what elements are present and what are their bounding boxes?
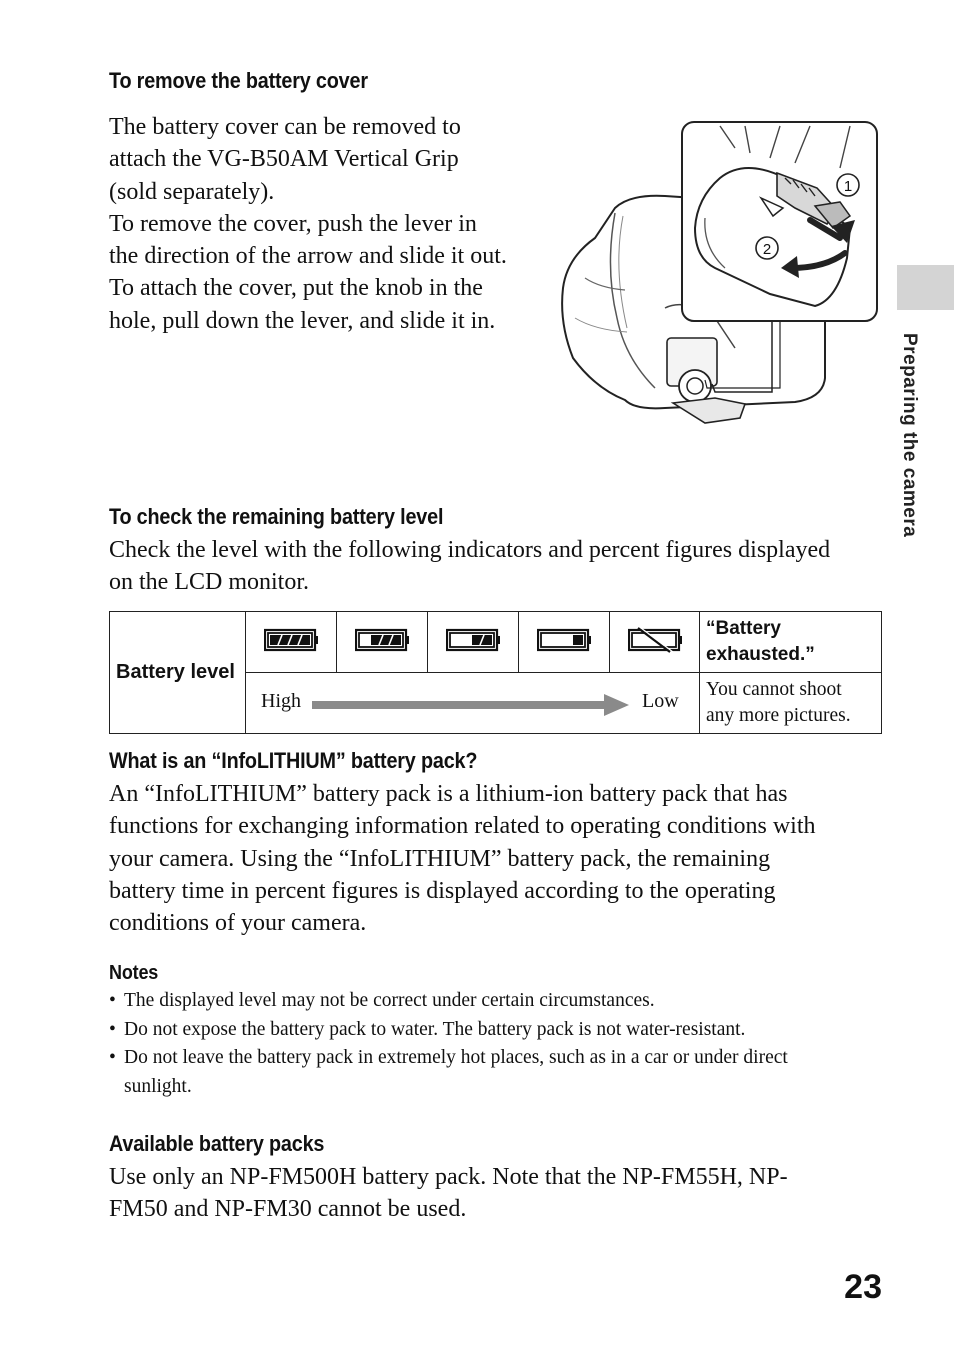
battery-low-icon [537, 627, 591, 653]
battery-level-cell [610, 612, 700, 673]
note-text: Do not expose the battery pack to water. The battery pack is not water-resistant. [124, 1018, 746, 1040]
check-level-heading: To check the remaining battery level [109, 504, 444, 529]
remove-cover-text [109, 111, 549, 337]
text-line: the direction of the arrow and slide it out. [109, 243, 507, 270]
note-item [109, 1044, 884, 1101]
notes-heading: Notes [109, 962, 159, 984]
battery-level-cell [428, 612, 519, 673]
note-line: any more pictures. [706, 705, 851, 726]
battery-full-icon [264, 627, 318, 653]
battery-exhausted-icon [628, 627, 682, 653]
battery-exhausted-label [700, 612, 882, 673]
note-text: The displayed level may not be correct under certain circumstances. [124, 990, 655, 1011]
page-number: 23 [844, 1268, 882, 1306]
chapter-tab-marker [897, 265, 954, 310]
text-line: (sold separately). [109, 178, 275, 205]
note-line: You cannot shoot [706, 679, 842, 700]
text-line: An “InfoLITHIUM” battery pack is a lithium-ion battery pack that has [109, 781, 788, 807]
text-line: functions for exchanging information related to operating conditions with [109, 813, 816, 840]
note-item [109, 1016, 884, 1045]
note-text: sunlight. [124, 1075, 192, 1097]
notes-list [109, 987, 884, 1101]
note-item [109, 987, 884, 1016]
high-low-scale [246, 673, 700, 734]
battery-level-cell [246, 612, 337, 673]
check-level-text [109, 534, 889, 599]
camera-battery-cover-illustration [555, 118, 885, 438]
high-to-low-arrow-icon [312, 694, 629, 716]
battery-level-cell [519, 612, 610, 673]
text-line: on the LCD monitor. [109, 569, 309, 596]
text-line: To remove the cover, push the lever in [109, 210, 477, 237]
text-line: The battery cover can be removed to [109, 114, 461, 140]
battery-level-label: Battery level [110, 612, 246, 734]
label-line: “Battery [706, 618, 781, 639]
note-text: • Do not leave the battery pack in extremely hot places, such as in a car or under direct [124, 1047, 788, 1068]
infolithium-text [109, 778, 889, 939]
chapter-side-label: Preparing the camera [899, 333, 920, 538]
step-1-label: 1 [843, 178, 853, 195]
step-2-label: 2 [762, 241, 772, 258]
text-line: Check the level with the following indicators and percent figures displayed [109, 537, 831, 563]
text-line: your camera. Using the “InfoLITHIUM” battery pack, the remaining [109, 845, 771, 872]
remove-cover-heading: To remove the battery cover [109, 68, 368, 93]
text-line: attach the VG-B50AM Vertical Grip [109, 146, 459, 173]
available-packs-heading: Available battery packs [109, 1131, 325, 1156]
text-line: FM50 and NP-FM30 cannot be used. [109, 1196, 467, 1223]
low-label: Low [642, 690, 679, 712]
infolithium-heading: What is an “InfoLITHIUM” battery pack? [109, 748, 478, 773]
label-line: exhausted.” [706, 644, 815, 665]
text-line: Use only an NP-FM500H battery pack. Note that the NP-FM55H, NP- [109, 1164, 788, 1190]
high-label: High [261, 690, 301, 712]
text-line: battery time in percent figures is displayed according to the operating [109, 877, 776, 904]
battery-exhausted-note [700, 673, 882, 734]
available-packs-text [109, 1161, 889, 1226]
battery-level-table [109, 611, 882, 734]
battery-three-quarter-icon [355, 627, 409, 653]
text-line: hole, pull down the lever, and slide it in. [109, 307, 496, 334]
text-line: conditions of your camera. [109, 910, 367, 937]
battery-half-icon [446, 627, 500, 653]
text-line: To attach the cover, put the knob in the [109, 275, 483, 302]
battery-level-cell [337, 612, 428, 673]
